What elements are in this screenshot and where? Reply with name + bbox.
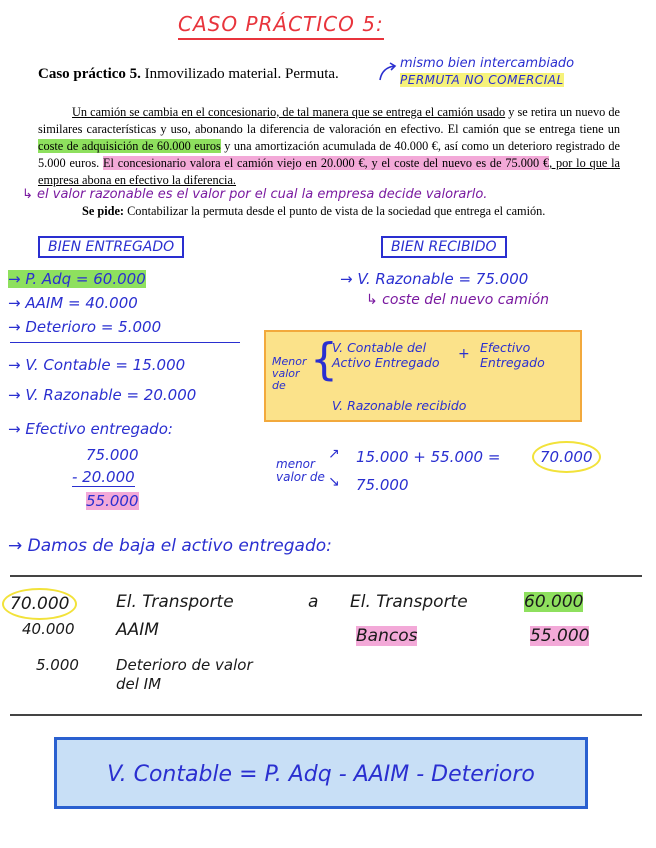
menor-label: menor valor de — [276, 457, 325, 484]
debit-3-amount: 5.000 — [36, 656, 79, 674]
permuta-type-note: PERMUTA NO COMERCIAL — [400, 73, 564, 87]
statement-part-3: abonando la diferencia de valoración en efectivo. El camión que se entrega tiene un — [190, 122, 621, 136]
bien-entregado-label: BIEN ENTREGADO — [38, 236, 184, 258]
padq-line: → P. Adq = 60.000 — [8, 270, 146, 288]
menor-alt: 75.000 — [356, 476, 409, 494]
calc-line-3: 55.000 — [86, 492, 139, 510]
formula-text: V. Contable = P. Adq - AAIM - Deterioro — [107, 762, 535, 787]
same-asset-note: mismo bien intercambiado — [400, 56, 575, 71]
credit-2-amount: 55.000 — [530, 626, 590, 646]
calc-line-2: - 20.000 — [72, 468, 135, 486]
menor-result: 70.000 — [532, 441, 601, 473]
case-heading-bold: Caso práctico 5. — [38, 66, 141, 82]
statement-valuation: El concesionario valora el camión viejo en 20.000 €, y el coste del nuevo es de 75.000 € — [103, 156, 550, 170]
separator — [10, 342, 240, 343]
journal-bottom-rule — [10, 714, 642, 716]
deterioro-line: → Deterioro = 5.000 — [8, 318, 162, 336]
se-pide-text: Contabilizar la permuta desde el punto de vista de la sociedad que entrega el camión. — [124, 204, 546, 218]
statement-part-2: y se retira un nuevo de similares características y uso, — [38, 105, 620, 136]
credit-1-account: El. Transporte — [350, 592, 468, 612]
credit-1-amount: 60.000 — [524, 592, 584, 612]
journal-a: a — [308, 592, 319, 612]
case-heading — [38, 66, 339, 83]
credit-2-account: Bancos — [356, 626, 418, 646]
rule-line-1b: Efectivo Entregado — [480, 340, 545, 370]
menor-sum: 15.000 + 55.000 = — [356, 448, 501, 466]
se-pide — [82, 204, 545, 219]
debit-2-account: AAIM — [116, 620, 159, 640]
page-title: CASO PRÁCTICO 5: — [178, 12, 384, 36]
se-pide-label: Se pide: — [82, 204, 125, 218]
rule-line-1: V. Contable del Activo Entregado — [332, 340, 440, 370]
rule-plus: + — [458, 346, 470, 362]
rule-left-label: Menor valor de — [272, 355, 307, 392]
recibido-v-razonable: → V. Razonable = 75.000 — [340, 270, 529, 288]
statement-part-1: Un camión se cambia en el concesionario, de tal manera que se entrega el camión usado — [72, 105, 506, 119]
case-statement — [38, 104, 620, 189]
rule-line-2: V. Razonable recibido — [332, 398, 467, 413]
statement-part-7: , por lo que la empresa abona en efectivo la diferencia. — [38, 156, 620, 187]
formula-box — [54, 737, 588, 809]
fair-value-note: ↳ el valor razonable es el valor por el cual la empresa decide valorarlo. — [22, 187, 488, 202]
damos-baja: → Damos de baja el activo entregado: — [8, 536, 332, 556]
efectivo-label: → Efectivo entregado: — [8, 420, 173, 438]
coste-nuevo-note: ↳ coste del nuevo camión — [366, 292, 550, 308]
debit-3-account: Deterioro de valor del IM — [116, 656, 253, 693]
aaim-line: → AAIM = 40.000 — [8, 294, 138, 312]
rule-brace: { — [310, 334, 338, 385]
branch-arrow-down: ↘ — [328, 474, 340, 490]
v-razonable-line: → V. Razonable = 20.000 — [8, 386, 197, 404]
calc-line-1: 75.000 — [86, 446, 139, 464]
case-heading-rest: Inmovilizado material. Permuta. — [140, 66, 339, 82]
debit-1-amount: 70.000 — [2, 588, 77, 620]
bien-recibido-label: BIEN RECIBIDO — [381, 236, 507, 258]
statement-cost: coste de adquisición de 60.000 euros — [38, 139, 221, 153]
debit-1-account: El. Transporte — [116, 592, 234, 612]
journal-top-rule — [10, 575, 642, 577]
valuation-rule-box — [264, 330, 582, 422]
branch-arrow-up: ↗ — [328, 446, 340, 462]
debit-2-amount: 40.000 — [22, 620, 75, 638]
arrow-icon — [378, 62, 400, 82]
v-contable-line: → V. Contable = 15.000 — [8, 356, 186, 374]
statement-part-5: y una amortización acumulada de 40.000 €, así como un deterioro registrado de 5.000 euros. — [38, 139, 620, 170]
